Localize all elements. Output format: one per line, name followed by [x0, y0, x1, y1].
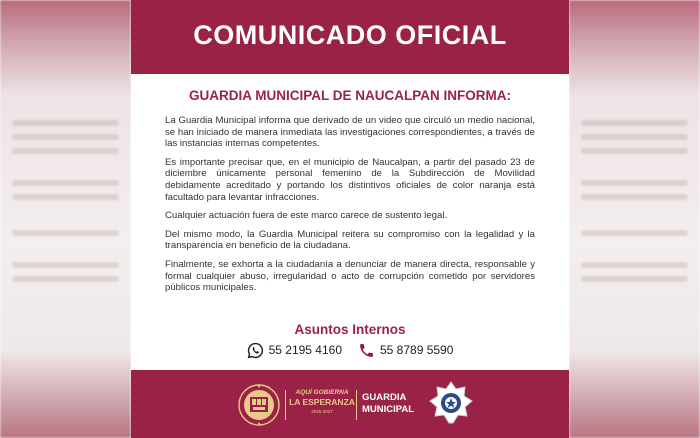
phone-number: 55 8789 5590	[380, 343, 454, 357]
paragraph: La Guardia Municipal informa que derivado de un video que circuló un medio nacional, se han iniciado de manera inmediata las investigaciones correspondientes, a través de las instancias internas competentes.	[165, 115, 535, 150]
contact-title: Asuntos Internos	[294, 322, 406, 337]
slogan-years: 2025-2027	[311, 409, 333, 414]
blur-line	[581, 134, 688, 140]
footer-banner	[131, 370, 569, 438]
subtitle: GUARDIA MUNICIPAL DE NAUCALPAN INFORMA:	[189, 88, 511, 103]
blur-line	[581, 230, 688, 236]
guardia-line2: MUNICIPAL	[362, 404, 415, 415]
paragraph: Del mismo modo, la Guardia Municipal reitera su compromiso con la legalidad y la transparencia en beneficio de la ciudadana.	[165, 228, 535, 252]
slogan-line2: LA ESPERANZA	[289, 397, 355, 407]
whatsapp-number: 55 2195 4160	[268, 343, 342, 357]
blur-line	[12, 230, 119, 236]
divider	[285, 390, 286, 420]
body-text	[165, 115, 535, 301]
slogan-line1: AQUÍ GOBIERNA	[295, 389, 349, 396]
paragraph: Cualquier actuación fuera de este marco carece de sustento legal.	[165, 210, 448, 222]
blur-line	[581, 262, 688, 268]
phone-icon	[358, 342, 375, 359]
slogan	[289, 389, 355, 414]
blur-line	[581, 120, 688, 126]
background-blur-left	[0, 0, 131, 438]
blur-line	[12, 180, 119, 186]
blur-line	[12, 134, 119, 140]
communique-card	[131, 0, 569, 438]
blur-line	[12, 120, 119, 126]
whatsapp-contact[interactable]	[247, 342, 342, 359]
police-badge-logo	[428, 380, 474, 426]
blur-line	[581, 180, 688, 186]
background-blur-right	[569, 0, 700, 438]
divider	[356, 390, 357, 420]
naucalpan-seal-logo	[237, 383, 281, 427]
phone-contact[interactable]	[358, 342, 453, 359]
paragraph: Finalmente, se exhorta a la ciudadanía a denunciar de manera directa, responsable y formal cualquier abuso, irregularidad o acto de corrupción cometido por servidores públicos municipales.	[165, 258, 535, 294]
header-banner	[131, 0, 569, 74]
blur-line	[581, 148, 688, 154]
blur-line	[12, 194, 119, 200]
guardia-municipal-label	[362, 392, 414, 416]
blur-line	[12, 148, 119, 154]
page-title: COMUNICADO OFICIAL	[193, 20, 507, 50]
guardia-line1: GUARDIA	[362, 392, 407, 403]
paragraph: Es importante precisar que, en el municipio de Naucalpan, a partir del pasado 23 de diciembre únicamente personal femenino de la Subdirección de Movilidad debidamente acreditado y portando los distintivos oficiales de color naranja está facultado para levantar infracciones.	[165, 156, 535, 203]
blur-line	[12, 276, 119, 282]
whatsapp-icon	[247, 342, 264, 359]
blur-line	[581, 194, 688, 200]
contact-phones	[131, 341, 569, 359]
blur-line	[581, 276, 688, 282]
blur-line	[12, 262, 119, 268]
